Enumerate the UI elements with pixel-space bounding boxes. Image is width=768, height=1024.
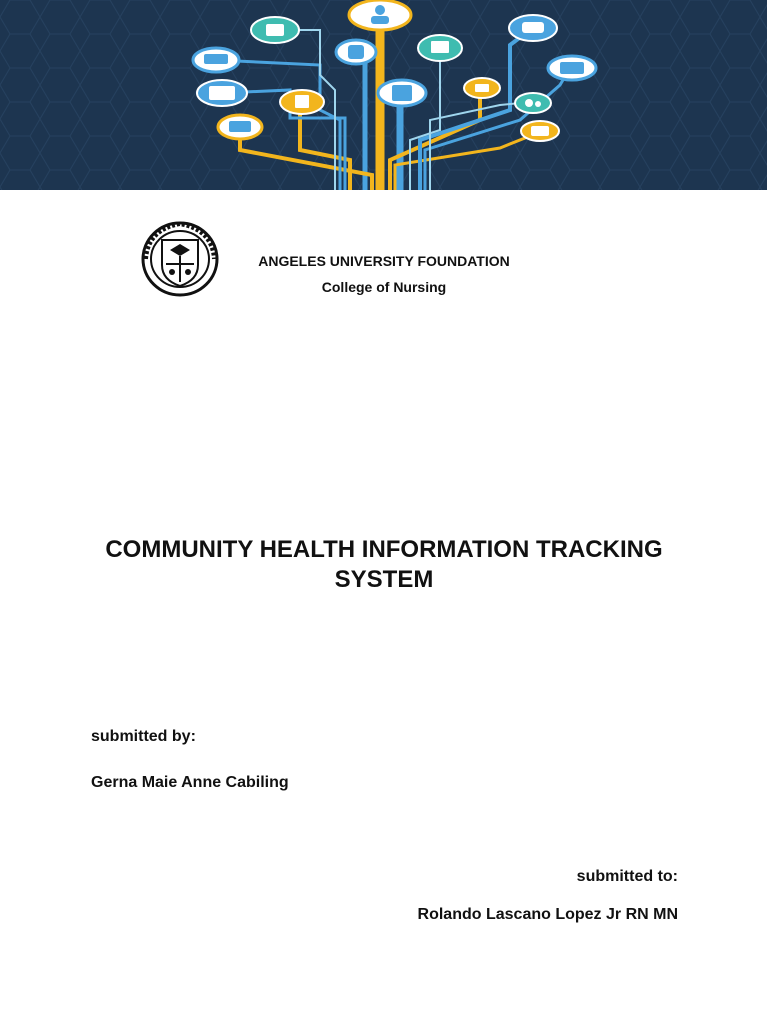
submitted-by-name: Gerna Maie Anne Cabiling bbox=[91, 774, 289, 791]
database-icon bbox=[336, 40, 376, 64]
first-aid-icon bbox=[521, 121, 559, 141]
medical-kit-icon bbox=[218, 115, 262, 139]
hospital-icon bbox=[378, 80, 426, 106]
ambulance-icon bbox=[193, 48, 239, 72]
pills-icon bbox=[515, 93, 551, 113]
health-tech-tree-illustration bbox=[0, 0, 767, 190]
submitted-to-label: submitted to: bbox=[576, 868, 678, 885]
monitor-icon bbox=[418, 35, 462, 61]
prescription-icon bbox=[197, 80, 247, 106]
lab-flask-icon bbox=[464, 78, 500, 98]
calendar-icon bbox=[280, 90, 324, 114]
chat-icon bbox=[509, 15, 557, 41]
institution-name: ANGELES UNIVERSITY FOUNDATION bbox=[258, 253, 510, 269]
doctor-icon bbox=[349, 0, 411, 30]
document-title: COMMUNITY HEALTH INFORMATION TRACKING SYSTEM bbox=[105, 536, 663, 593]
college-name: College of Nursing bbox=[321, 279, 447, 295]
header-banner bbox=[0, 0, 767, 190]
submitted-to-name: Rolando Lascano Lopez Jr RN MN bbox=[417, 906, 678, 923]
id-card-icon bbox=[548, 56, 596, 80]
submitted-by-label: submitted by: bbox=[91, 728, 196, 745]
medical-bag-icon bbox=[251, 17, 299, 43]
